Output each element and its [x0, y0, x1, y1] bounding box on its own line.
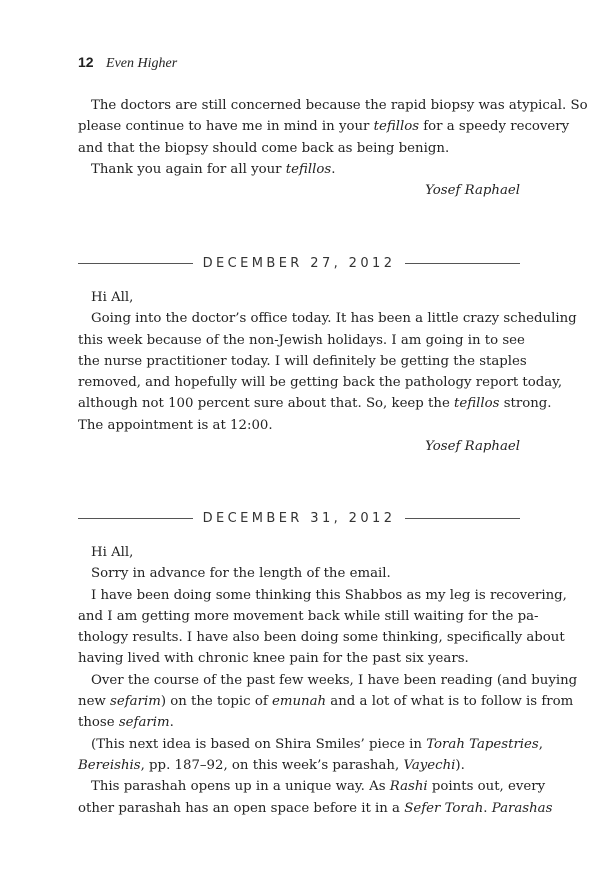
text-line: new sefarim) on the topic of emunah and a lot of what is to follow is from: [78, 694, 574, 710]
date-heading: DECEMBER 27, 2012: [202, 255, 396, 271]
letter-dec-27: [78, 287, 577, 457]
divider: [405, 263, 520, 264]
book-title: Even Higher: [106, 56, 178, 71]
text-line: thology results. I have also been doing some thinking, specifically about: [78, 630, 565, 646]
text-line: Going into the doctor’s office today. It has been a little crazy scheduling: [91, 311, 577, 327]
text-line: Over the course of the past few weeks, I have been reading (and buying: [91, 672, 578, 688]
text-line: and I am getting more movement back while still waiting for the pa-: [78, 608, 539, 624]
divider: [78, 263, 193, 264]
text-line: those sefarim.: [78, 715, 174, 731]
text-line: This parashah opens up in a unique way. As Rashi points out, every: [91, 779, 546, 795]
text-line: The doctors are still concerned because the rapid biopsy was atypical. So: [91, 98, 588, 113]
letter-continuation: [78, 95, 588, 201]
text-line: I have been doing some thinking this Shabbos as my leg is recovering,: [91, 587, 567, 603]
text-line: (This next idea is based on Shira Smiles’ piece in Torah Tapestries,: [91, 736, 543, 752]
text-line: Bereishis, pp. 187–92, on this week’s parashah, Vayechi).: [78, 757, 465, 773]
text-line: although not 100 percent sure about that. So, keep the tefillos strong.: [78, 396, 552, 412]
page-number: 12: [78, 54, 94, 70]
date-separator: [78, 508, 520, 528]
text-line: Thank you again for all your tefillos.: [91, 161, 336, 177]
text-line: the nurse practitioner today. I will definitely be getting the staples: [78, 353, 527, 369]
running-header: [78, 52, 177, 74]
text-line: other parashah has an open space before it in a Sefer Torah. Parashas: [78, 800, 553, 816]
text-line: The appointment is at 12:00.: [78, 417, 273, 433]
text-line: please continue to have me in mind in your tefillos for a speedy recovery: [78, 119, 570, 135]
text-line: removed, and hopefully will be getting back the pathology report today,: [78, 375, 563, 391]
signature: Yosef Raphael: [425, 439, 520, 455]
date-heading: DECEMBER 31, 2012: [202, 510, 396, 526]
date-separator: [78, 253, 520, 273]
text-line: Hi All,: [91, 290, 134, 305]
divider: [78, 518, 193, 519]
text-line: and that the biopsy should come back as being benign.: [78, 140, 450, 156]
text-line: this week because of the non-Jewish holidays. I am going in to see: [78, 332, 525, 348]
text-line: having lived with chronic knee pain for the past six years.: [78, 651, 469, 667]
divider: [405, 518, 520, 519]
letter-dec-31: [78, 542, 578, 819]
signature: Yosef Raphael: [425, 183, 520, 199]
text-line: Hi All,: [91, 545, 134, 560]
text-line: Sorry in advance for the length of the email.: [91, 566, 391, 582]
